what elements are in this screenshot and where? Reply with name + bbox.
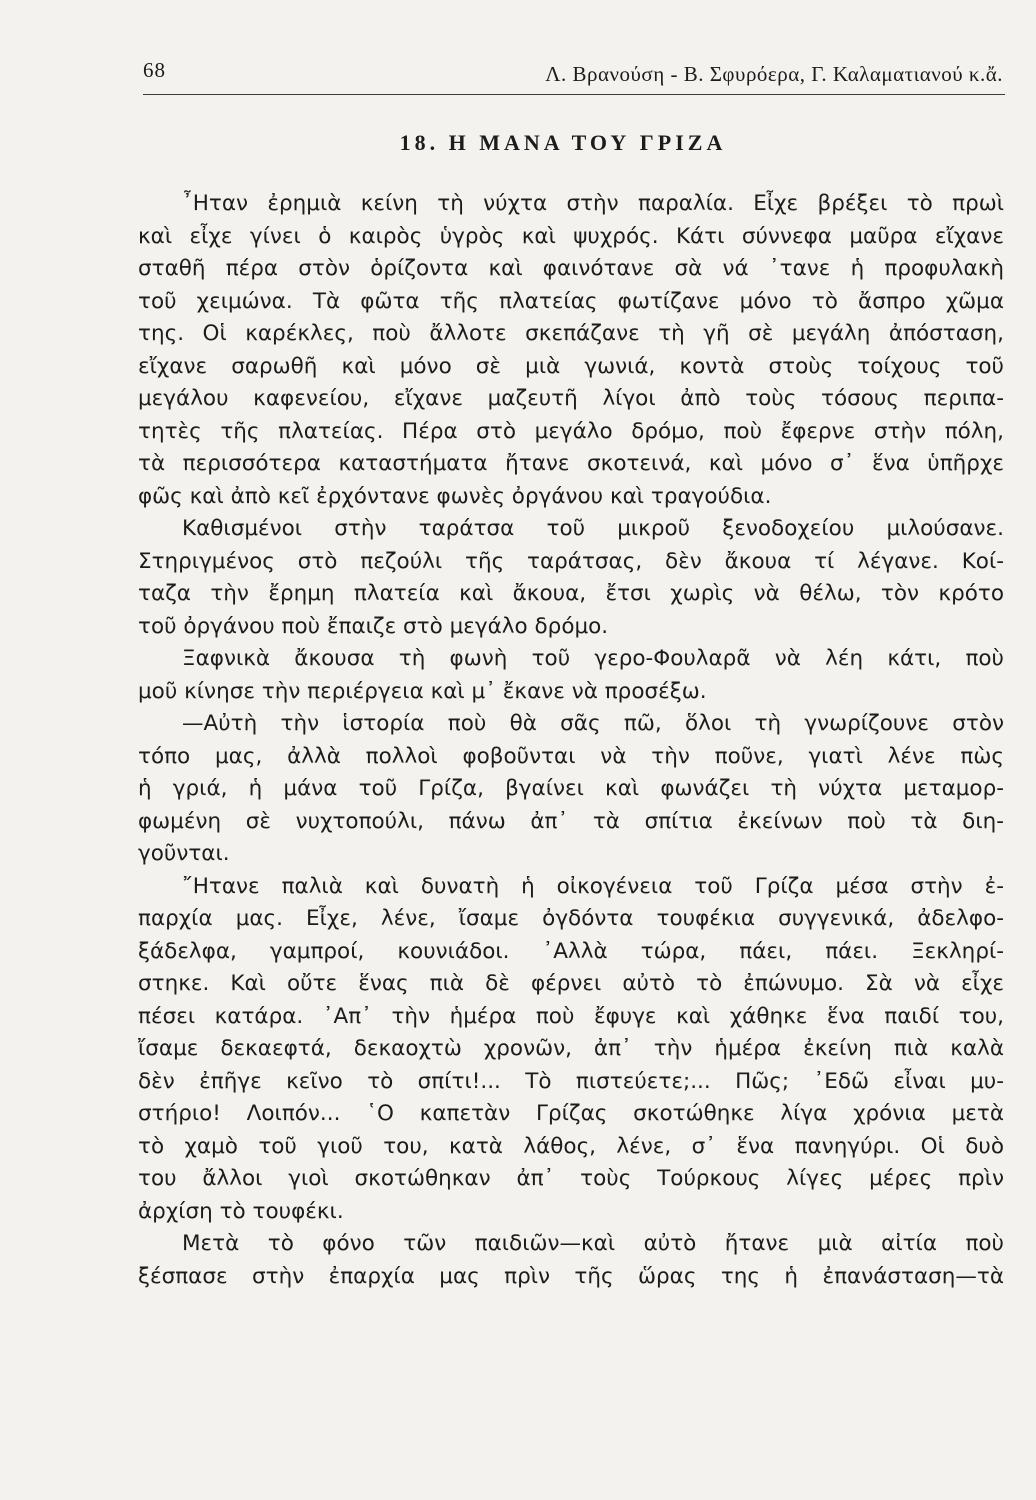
text-line: ῏Ηταν ἐρημιὰ κείνη τὴ νύχτα στὴν παραλία. Εἶχε βρέξει τὸ πρωὶ	[182, 191, 1004, 216]
text-line: του ἄλλοι γιοὶ σκοτώθηκαν ἀπ᾽ τοὺς Τούρκους λίγες μέρες πρὶν	[138, 1166, 1004, 1191]
text-line: εἴχανε σαρωθῆ καὶ μόνο σὲ μιὰ γωνιά, κοντὰ στοὺς τοίχους τοῦ	[138, 353, 1004, 379]
text-line: πέσει κατάρα. ᾽Απ᾽ τὴν ἡμέρα ποὺ ἔφυγε καὶ χάθηκε ἕνα παιδί του,	[138, 1003, 1004, 1029]
text-line: τὰ περισσότερα καταστήματα ἤτανε σκοτεινά, καὶ μόνο σ᾽ ἕνα ὑπῆρχε	[138, 451, 1004, 476]
text-line: τὸ χαμὸ τοῦ γιοῦ του, κατὰ λάθος, λένε, σ᾽ ἕνα πανηγύρι. Οἱ δυὸ	[138, 1133, 1004, 1159]
page-number: 68	[143, 58, 166, 82]
text-line: καὶ εἶχε γίνει ὁ καιρὸς ὑγρὸς καὶ ψυχρός. Κάτι σύννεφα μαῦρα εἴχανε	[138, 223, 1004, 249]
running-title: Λ. Βρανούση - Β. Σφυρόερα, Γ. Καλαματιανού κ.ἄ.	[545, 62, 1003, 86]
text-line: ἴσαμε δεκαεφτά, δεκαοχτὼ χρονῶν, ἀπ᾽ τὴν ἡμέρα ἐκείνη πιὰ καλὰ	[138, 1036, 1004, 1061]
body-text	[138, 188, 1004, 1293]
text-line: ξέσπασε στὴν ἐπαρχία μας πρὶν τῆς ὥρας της ἡ ἐπανάσταση—τὰ	[138, 1263, 1004, 1289]
text-line: της. Οἱ καρέκλες, ποὺ ἄλλοτε σκεπάζανε τὴ γῆ σὲ μεγάλη ἀπόσταση,	[138, 321, 1004, 346]
running-head	[143, 58, 1003, 94]
text-line: ταζα τὴν ἔρημη πλατεία καὶ ἄκουα, ἔτσι χωρὶς νὰ θέλω, τὸν κρότο	[138, 581, 1004, 606]
text-line: στηκε. Καὶ οὔτε ἕνας πιὰ δὲ φέρνει αὐτὸ τὸ ἐπώνυμο. Σὰ νὰ εἶχε	[138, 971, 1004, 996]
text-line: ξάδελφα, γαμπροί, κουνιάδοι. ᾽Αλλὰ τώρα, πάει, πάει. Ξεκληρί-	[138, 938, 1004, 964]
text-line: γοῦνται.	[138, 841, 230, 866]
text-line: ῎Ητανε παλιὰ καὶ δυνατὴ ἡ οἰκογένεια τοῦ Γρίζα μέσα στὴν ἐ-	[182, 873, 1004, 899]
text-line: Ξαφνικὰ ἄκουσα τὴ φωνὴ τοῦ γερο-Φουλαρᾶ νὰ λέη κάτι, ποὺ	[182, 646, 1004, 671]
text-line: σταθῆ πέρα στὸν ὁρίζοντα καὶ φαινότανε σὰ νά ᾽τανε ἡ προφυλακὴ	[138, 256, 1004, 281]
text-line: μοῦ κίνησε τὴν περιέργεια καὶ μ᾽ ἔκανε νὰ προσέξω.	[138, 678, 707, 704]
text-line: δὲν ἐπῆγε κεῖνο τὸ σπίτι!... Τὸ πιστεύετε;... Πῶς; ᾽Εδῶ εἶναι μυ-	[138, 1068, 1004, 1094]
text-line: —Αὐτὴ τὴν ἱστορία ποὺ θὰ σᾶς πῶ, ὅλοι τὴ γνωρίζουνε στὸν	[182, 711, 1004, 736]
text-line: μεγάλου καφενείου, εἴχανε μαζευτῆ λίγοι ἀπὸ τοὺς τόσους περιπα-	[138, 386, 1004, 411]
text-line: ἡ γριά, ἡ μάνα τοῦ Γρίζα, βγαίνει καὶ φωνάζει τὴ νύχτα μεταμορ-	[138, 776, 1004, 801]
text-line: ἀρχίση τὸ τουφέκι.	[138, 1198, 344, 1224]
text-line: Στηριγμένος στὸ πεζούλι τῆς ταράτσας, δὲν ἄκουα τί λέγανε. Κοί-	[138, 548, 1004, 574]
text-line: φωμένη σὲ νυχτοπούλι, πάνω ἀπ᾽ τὰ σπίτια ἐκείνων ποὺ τὰ διη-	[138, 808, 1004, 834]
chapter-title: 18. Η ΜΑΝΑ ΤΟΥ ΓΡΙΖΑ	[399, 130, 727, 155]
text-line: παρχία μας. Εἶχε, λένε, ἴσαμε ὀγδόντα τουφέκια συγγενικά, ἀδελφο-	[138, 906, 1004, 931]
text-line: Μετὰ τὸ φόνο τῶν παιδιῶν—καὶ αὐτὸ ἤτανε μιὰ αἰτία ποὺ	[182, 1231, 1004, 1256]
text-line: φῶς καὶ ἀπὸ κεῖ ἐρχόντανε φωνὲς ὀργάνου καὶ τραγούδια.	[138, 483, 772, 509]
header-rule	[143, 94, 1005, 95]
text-line: τοῦ ὀργάνου ποὺ ἔπαιζε στὸ μεγάλο δρόμο.	[138, 613, 609, 639]
text-line: στήριο! Λοιπόν... ῾Ο καπετὰν Γρίζας σκοτώθηκε λίγα χρόνια μετὰ	[138, 1101, 1004, 1126]
text-line: τοῦ χειμώνα. Τὰ φῶτα τῆς πλατείας φωτίζανε μόνο τὸ ἄσπρο χῶμα	[138, 288, 1004, 314]
text-line: τητὲς τῆς πλατείας. Πέρα στὸ μεγάλο δρόμο, ποὺ ἔφερνε στὴν πόλη,	[138, 418, 1004, 444]
text-line: τόπο μας, ἀλλὰ πολλοὶ φοβοῦνται νὰ τὴν ποῦνε, γιατὶ λένε πὼς	[138, 743, 1004, 769]
text-line: Καθισμένοι στὴν ταράτσα τοῦ μικροῦ ξενοδοχείου μιλούσανε.	[182, 516, 1004, 541]
